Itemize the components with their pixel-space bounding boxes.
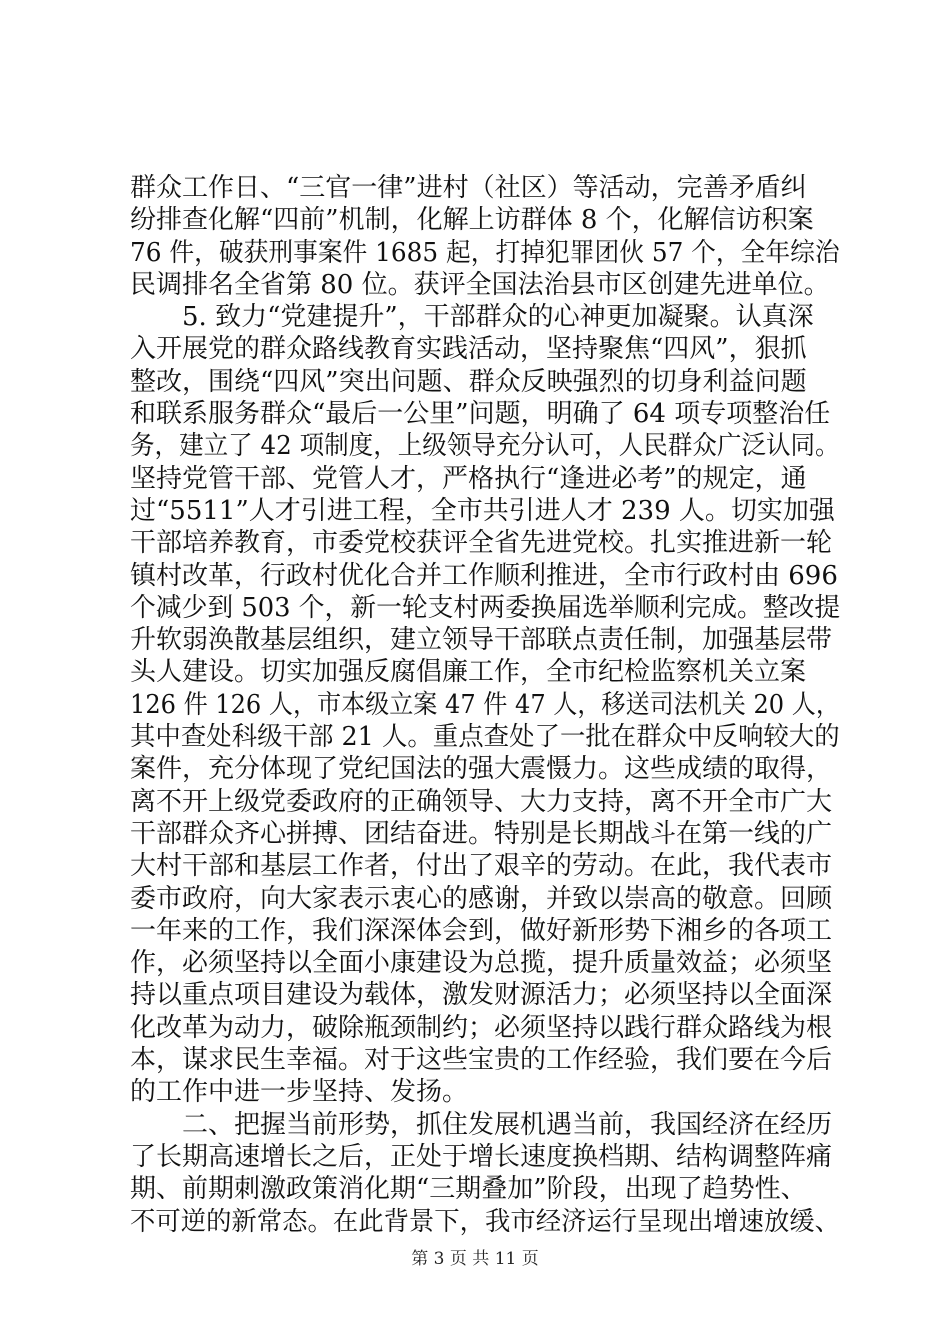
text-line: 126 件 126 人，市本级立案 47 件 47 人，移送司法机关 20 人， [130, 689, 840, 720]
text-line: 个减少到 503 个，新一轮支村两委换届选举顺利完成。整改提 [130, 592, 841, 623]
text-line: 过“5511”人才引进工程，全市共引进人才 239 人。切实加强 [130, 495, 835, 526]
text-line: 坚持党管干部、党管人才，严格执行“逢进必考”的规定，通 [130, 463, 807, 494]
text-line: 一年来的工作，我们深深体会到，做好新形势下湘乡的各项工 [130, 915, 833, 946]
text-line: 76 件，破获刑事案件 1685 起，打掉犯罪团伙 57 个，全年综治 [130, 237, 840, 268]
text-line: 整改，围绕“四风”突出问题、群众反映强烈的切身利益问题 [130, 366, 807, 397]
text-line: 和联系服务群众“最后一公里”问题，明确了 64 项专项整治任 [130, 399, 831, 430]
text-line: 作，必须坚持以全面小康建设为总揽，提升质量效益；必须坚 [130, 948, 833, 979]
text-line: 5. 致力“党建提升”，干部群众的心神更加凝聚。认真深 [130, 302, 814, 333]
document-body [130, 172, 840, 1238]
text-line: 不可逆的新常态。在此背景下，我市经济运行呈现出增速放缓、 [130, 1206, 841, 1237]
text-line: 期、前期刺激政策消化期“三期叠加”阶段，出现了趋势性、 [130, 1174, 807, 1205]
text-line: 纷排查化解“四前”机制，化解上访群体 8 个，化解信访积案 [130, 205, 814, 236]
text-line: 干部群众齐心拼搏、团结奋进。特别是长期战斗在第一线的广 [130, 818, 833, 849]
text-line: 其中查处科级干部 21 人。重点查处了一批在群众中反响较大的 [130, 722, 840, 753]
text-line: 了长期高速增长之后，正处于增长速度换档期、结构调整阵痛 [130, 1141, 833, 1172]
page-footer: 第 3 页 共 11 页 [411, 1249, 539, 1269]
text-line: 干部培养教育，市委党校获评全省先进党校。扎实推进新一轮 [130, 528, 833, 559]
text-line: 本，谋求民生幸福。对于这些宝贵的工作经验，我们要在今后 [130, 1045, 833, 1076]
text-line: 持以重点项目建设为载体，激发财源活力；必须坚持以全面深 [130, 980, 833, 1011]
text-line: 镇村改革，行政村优化合并工作顺利推进，全市行政村由 696 [130, 560, 838, 591]
text-line: 民调排名全省第 80 位。获评全国法治县市区创建先进单位。 [130, 269, 830, 300]
text-line: 大村干部和基层工作者，付出了艰辛的劳动。在此，我代表市 [130, 851, 833, 882]
text-line: 委市政府，向大家表示衷心的感谢，并致以崇高的敬意。回顾 [130, 883, 833, 914]
text-line: 的工作中进一步坚持、发扬。 [130, 1077, 469, 1108]
text-line: 离不开上级党委政府的正确领导、大力支持，离不开全市广大 [130, 786, 833, 817]
text-line: 化改革为动力，破除瓶颈制约；必须坚持以践行群众路线为根 [130, 1012, 833, 1043]
text-line: 群众工作日、“三官一律”进村（社区）等活动，完善矛盾纠 [130, 173, 807, 203]
text-line: 头人建设。切实加强反腐倡廉工作，全市纪检监察机关立案 [130, 657, 807, 688]
text-line: 案件，充分体现了党纪国法的强大震慑力。这些成绩的取得， [130, 754, 833, 785]
text-line: 务，建立了 42 项制度，上级领导充分认可，人民群众广泛认同。 [130, 431, 840, 462]
text-line: 入开展党的群众路线教育实践活动，坚持聚焦“四风”，狠抓 [130, 334, 807, 365]
text-line: 二、把握当前形势，抓住发展机遇当前，我国经济在经历 [130, 1109, 833, 1140]
text-line: 升软弱涣散基层组织，建立领导干部联点责任制，加强基层带 [130, 625, 833, 656]
